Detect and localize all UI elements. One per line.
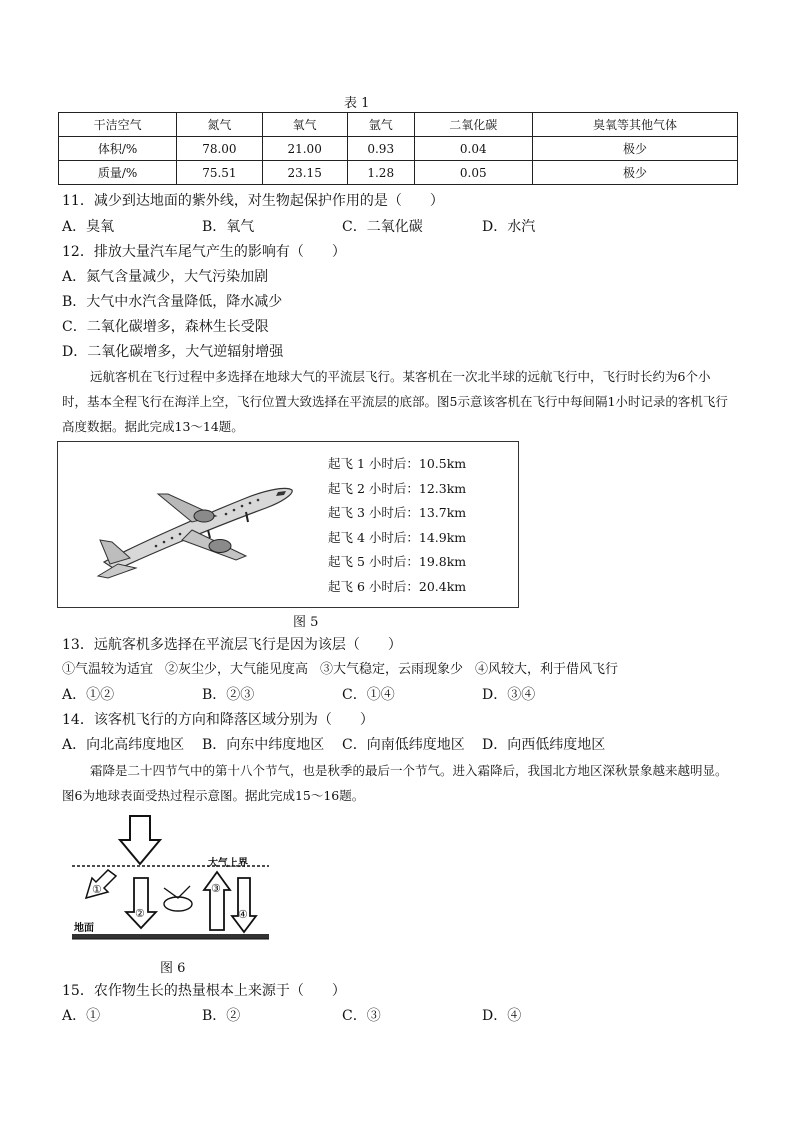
table-cell: 0.05 — [414, 161, 532, 185]
q15-options — [62, 1007, 742, 1025]
q13-options — [62, 686, 742, 704]
table-cell: 0.93 — [347, 137, 414, 161]
table-cell: 体积/% — [59, 137, 177, 161]
ground-label: 地面 — [74, 923, 94, 934]
q11-stem: 11．减少到达地面的紫外线，对生物起保护作用的是（ ） — [62, 193, 444, 209]
q13-statement: ④风较大，利于借风飞行 — [475, 662, 619, 677]
figure6-caption: 图 6 — [160, 961, 186, 976]
table-header-cell: 干洁空气 — [59, 113, 177, 137]
q13-statement: ②灰尘少，大气能见度高 — [165, 662, 309, 677]
table-cell: 0.04 — [414, 137, 532, 161]
q15-option-a[interactable]: A．① — [62, 1008, 101, 1024]
arrow-label-3: ③ — [211, 882, 221, 895]
q13-statement: ③大气稳定，云雨现象少 — [320, 662, 464, 677]
altitude-record: 起飞 6 小时后：20.4km — [328, 578, 467, 594]
q13-stem: 13．远航客机多选择在平流层飞行是因为该层（ ） — [62, 637, 402, 653]
passage-airliner: 远航客机在飞行过程中多选择在地球大气的平流层飞行。某客机在一次北半球的远航飞行中，飞行时长约为6个小时，基本全程飞行在海洋上空，飞行位置大致选择在平流层的底部。图5示意该客机在飞行中每间隔1小时记录的客机飞行高度数据。据此完成13～14题。 — [62, 369, 728, 434]
q11-options — [62, 218, 742, 236]
q11-option-a[interactable]: A．臭氧 — [62, 219, 115, 235]
q14-option-d[interactable]: D．向西低纬度地区 — [482, 737, 606, 753]
table-row — [59, 137, 738, 161]
q14-option-b[interactable]: B．向东中纬度地区 — [202, 737, 325, 753]
q13-statements — [62, 661, 742, 679]
figure-6 — [64, 812, 274, 947]
altitude-record: 起飞 3 小时后：13.7km — [328, 505, 467, 521]
q15-stem: 15．农作物生长的热量根本上来源于（ ） — [62, 983, 346, 999]
table-header-cell: 氮气 — [177, 113, 262, 137]
arrow-label-4: ④ — [238, 908, 248, 921]
table-header-cell: 氩气 — [347, 113, 414, 137]
q15-option-d[interactable]: D．④ — [482, 1008, 522, 1024]
q12-stem: 12．排放大量汽车尾气产生的影响有（ ） — [62, 244, 346, 260]
q12-option-b[interactable]: B．大气中水汽含量降低，降水减少 — [62, 294, 283, 310]
atmosphere-top-label: 大气上界 — [208, 858, 248, 869]
table-row — [59, 161, 738, 185]
table-cell: 78.00 — [177, 137, 262, 161]
arrow-label-2: ② — [135, 907, 145, 920]
q15-option-b[interactable]: B．② — [202, 1008, 241, 1024]
q12-option-a[interactable]: A．氮气含量减少，大气污染加剧 — [62, 269, 269, 285]
table-header-cell: 二氧化碳 — [414, 113, 532, 137]
passage-frost-descent: 霜降是二十四节气中的第十八个节气，也是秋季的最后一个节气。进入霜降后，我国北方地区深秋景象越来越明显。图6为地球表面受热过程示意图。据此完成15～16题。 — [62, 763, 728, 803]
figure-5 — [57, 441, 519, 608]
q12-option-d[interactable]: D．二氧化碳增多，大气逆辐射增强 — [62, 344, 284, 360]
q14-option-c[interactable]: C．向南低纬度地区 — [342, 737, 465, 753]
arrow-label-1: ① — [92, 883, 102, 896]
airplane-icon — [96, 464, 296, 582]
altitude-record: 起飞 2 小时后：12.3km — [328, 480, 467, 496]
altitude-record: 起飞 4 小时后：14.9km — [328, 529, 467, 545]
altitude-record: 起飞 1 小时后：10.5km — [328, 456, 467, 471]
q12-option-c[interactable]: C．二氧化碳增多，森林生长受限 — [62, 319, 269, 335]
table-header-cell: 臭氧等其他气体 — [532, 113, 737, 137]
table-cell: 21.00 — [262, 137, 347, 161]
q13-option-a[interactable]: A．①② — [62, 687, 115, 703]
q13-option-b[interactable]: B．②③ — [202, 687, 255, 703]
q11-option-d[interactable]: D．水汽 — [482, 219, 536, 235]
figure5-caption: 图 5 — [293, 615, 319, 630]
table-cell: 75.51 — [177, 161, 262, 185]
flight-altitude-records — [328, 452, 466, 600]
q14-options — [62, 736, 742, 754]
q14-stem: 14．该客机飞行的方向和降落区域分别为（ ） — [62, 712, 374, 728]
table-header-row — [59, 113, 738, 137]
q13-option-c[interactable]: C．①④ — [342, 687, 395, 703]
table1-caption: 表 1 — [344, 96, 370, 111]
q11-option-c[interactable]: C．二氧化碳 — [342, 219, 423, 235]
table-1 — [58, 112, 738, 185]
q14-option-a[interactable]: A．向北高纬度地区 — [62, 737, 185, 753]
table-cell: 23.15 — [262, 161, 347, 185]
table-cell: 极少 — [532, 137, 737, 161]
table-cell: 质量/% — [59, 161, 177, 185]
q11-option-b[interactable]: B．氧气 — [202, 219, 255, 235]
table-header-cell: 氧气 — [262, 113, 347, 137]
table-cell: 极少 — [532, 161, 737, 185]
table-cell: 1.28 — [347, 161, 414, 185]
altitude-record: 起飞 5 小时后：19.8km — [328, 554, 467, 570]
q13-statement: ①气温较为适宜 — [62, 662, 154, 677]
q15-option-c[interactable]: C．③ — [342, 1008, 381, 1024]
q13-option-d[interactable]: D．③④ — [482, 687, 536, 703]
heating-process-diagram — [64, 812, 274, 947]
